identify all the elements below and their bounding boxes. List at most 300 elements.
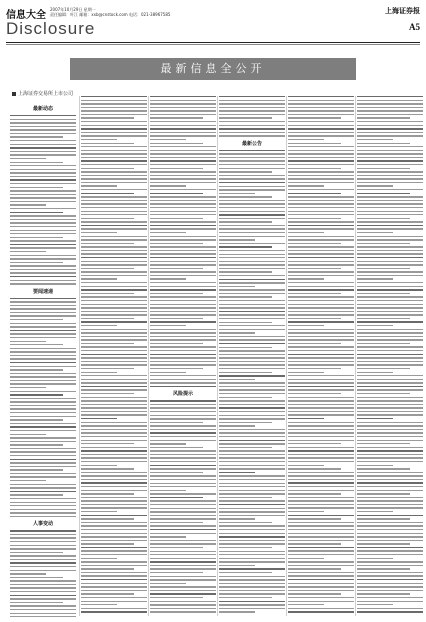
text-line	[10, 602, 63, 603]
text-line	[288, 561, 354, 562]
text-block	[219, 96, 285, 137]
text-line	[288, 253, 354, 254]
text-line	[150, 168, 203, 169]
text-line	[357, 189, 423, 190]
text-line	[10, 502, 76, 503]
text-line	[219, 468, 285, 469]
column-divider	[286, 96, 287, 616]
text-line	[81, 271, 147, 272]
text-line	[150, 493, 216, 494]
text-line	[81, 547, 147, 548]
text-line	[357, 450, 423, 451]
section-banner: 最新信息全公开	[70, 58, 356, 80]
text-line	[150, 211, 216, 212]
text-line	[219, 329, 285, 330]
text-line	[357, 100, 423, 101]
text-line	[219, 601, 285, 602]
text-line	[219, 175, 285, 176]
text-line	[219, 214, 285, 215]
text-line	[150, 325, 186, 326]
english-title: Disclosure	[6, 19, 96, 38]
text-line	[288, 168, 341, 169]
text-line	[150, 518, 216, 519]
text-line	[150, 250, 216, 251]
text-line	[10, 230, 76, 231]
text-line	[81, 457, 147, 458]
text-line	[357, 336, 423, 337]
text-line	[219, 389, 285, 390]
text-line	[288, 440, 354, 441]
text-line	[357, 475, 423, 476]
text-line	[10, 441, 76, 442]
text-line	[357, 135, 423, 136]
text-line	[81, 218, 134, 219]
text-line	[81, 143, 134, 144]
text-line	[288, 239, 354, 240]
text-line	[150, 164, 216, 165]
text-line	[288, 117, 341, 118]
text-line	[357, 311, 423, 312]
text-line	[150, 604, 216, 605]
text-line	[219, 533, 285, 534]
text-line	[10, 351, 76, 352]
text-line	[150, 207, 216, 208]
text-line	[10, 512, 76, 513]
text-line	[10, 509, 76, 510]
text-line	[150, 540, 216, 541]
text-line	[10, 401, 76, 402]
text-line	[357, 583, 423, 584]
text-line	[288, 525, 354, 526]
text-line	[10, 158, 46, 159]
text-line	[81, 300, 147, 301]
text-line	[288, 579, 354, 580]
text-line	[10, 133, 76, 134]
text-line	[357, 307, 423, 308]
text-line	[288, 296, 354, 297]
text-line	[357, 211, 423, 212]
text-line	[219, 522, 272, 523]
text-line	[288, 150, 354, 151]
text-line	[81, 196, 147, 197]
text-line	[81, 511, 117, 512]
text-line	[81, 432, 147, 433]
text-line	[357, 125, 423, 126]
text-line	[10, 584, 76, 585]
text-line	[10, 430, 76, 431]
text-line	[219, 279, 285, 280]
text-line	[288, 325, 324, 326]
text-line	[81, 193, 134, 194]
text-line	[219, 282, 285, 283]
text-line	[81, 354, 147, 355]
date-line-1: 2007年10月29日 星期一	[50, 7, 96, 12]
text-line	[219, 125, 285, 126]
text-line	[81, 404, 147, 405]
text-line	[219, 379, 255, 380]
text-line	[288, 350, 354, 351]
text-line	[288, 590, 354, 591]
text-line	[357, 354, 423, 355]
text-line	[10, 115, 76, 116]
text-line	[219, 296, 272, 297]
text-line	[81, 211, 147, 212]
text-line	[357, 350, 423, 351]
text-line	[288, 218, 341, 219]
text-line	[288, 171, 354, 172]
text-line	[10, 233, 76, 234]
text-line	[150, 100, 216, 101]
text-line	[10, 265, 76, 266]
text-line	[357, 196, 423, 197]
text-line	[288, 375, 354, 376]
text-line	[219, 375, 285, 376]
text-line	[219, 583, 285, 584]
text-line	[288, 307, 354, 308]
text-line	[288, 465, 324, 466]
text-line	[81, 257, 147, 258]
text-line	[81, 150, 147, 151]
section-heading-personnel: 人事变动	[32, 521, 53, 528]
text-line	[81, 482, 147, 483]
text-line	[288, 533, 354, 534]
text-line	[288, 493, 341, 494]
text-line	[81, 522, 147, 523]
text-line	[219, 196, 272, 197]
text-line	[357, 404, 423, 405]
text-line	[81, 261, 147, 262]
text-line	[357, 236, 423, 237]
text-line	[357, 429, 423, 430]
text-line	[10, 408, 76, 409]
text-line	[10, 262, 63, 263]
text-line	[81, 214, 147, 215]
text-line	[357, 114, 423, 115]
text-line	[150, 400, 216, 401]
text-line	[357, 525, 423, 526]
text-line	[288, 389, 354, 390]
text-line	[81, 407, 147, 408]
text-line	[357, 332, 423, 333]
text-line	[81, 336, 147, 337]
text-block	[150, 96, 216, 387]
text-line	[288, 361, 354, 362]
text-line	[81, 264, 147, 265]
text-line	[10, 487, 76, 488]
text-line	[10, 251, 46, 252]
text-line	[10, 219, 76, 220]
text-line	[81, 368, 134, 369]
text-line	[219, 518, 255, 519]
text-line	[288, 436, 354, 437]
text-line	[10, 323, 76, 324]
text-line	[81, 422, 147, 423]
text-line	[81, 504, 147, 505]
text-line	[288, 490, 354, 491]
text-line	[10, 244, 76, 245]
text-line	[150, 422, 203, 423]
text-line	[288, 153, 354, 154]
text-line	[10, 190, 76, 191]
text-line	[81, 586, 147, 587]
text-line	[150, 178, 216, 179]
text-line	[288, 522, 354, 523]
text-line	[288, 611, 354, 612]
text-line	[288, 482, 354, 483]
text-line	[219, 271, 272, 272]
text-line	[219, 393, 285, 394]
text-line	[219, 364, 285, 365]
text-line	[357, 590, 423, 591]
text-line	[288, 540, 354, 541]
text-line	[219, 551, 285, 552]
text-line	[219, 436, 285, 437]
text-line	[357, 225, 423, 226]
text-line	[10, 358, 76, 359]
text-line	[150, 339, 216, 340]
text-line	[150, 289, 216, 290]
text-line	[150, 282, 216, 283]
text-line	[150, 236, 216, 237]
text-line	[357, 110, 423, 111]
text-line	[288, 178, 354, 179]
text-line	[81, 236, 147, 237]
text-line	[219, 110, 285, 111]
text-line	[219, 497, 272, 498]
text-line	[288, 175, 354, 176]
text-line	[219, 228, 285, 229]
text-line	[357, 550, 423, 551]
text-line	[150, 529, 216, 530]
text-line	[10, 616, 76, 617]
text-line	[288, 479, 354, 480]
text-line	[150, 332, 216, 333]
text-line	[357, 457, 423, 458]
text-line	[150, 608, 216, 609]
text-line	[150, 246, 216, 247]
masthead-rule	[6, 42, 420, 43]
text-line	[81, 103, 147, 104]
text-line	[219, 150, 285, 151]
text-line	[81, 243, 134, 244]
text-line	[219, 465, 285, 466]
text-line	[150, 511, 216, 512]
section-heading-announcements: 最新公告	[241, 140, 262, 147]
text-line	[357, 178, 423, 179]
text-line	[357, 500, 423, 501]
text-line	[357, 507, 423, 508]
text-line	[10, 301, 76, 302]
text-line	[10, 394, 63, 395]
text-line	[219, 604, 285, 605]
text-line	[10, 595, 76, 596]
text-line	[357, 257, 423, 258]
text-line	[81, 550, 147, 551]
text-line	[288, 200, 354, 201]
text-block	[288, 96, 354, 614]
text-line	[219, 443, 285, 444]
text-line	[150, 203, 216, 204]
text-line	[10, 469, 63, 470]
publication-name: 上海证券报	[385, 6, 420, 15]
text-line	[288, 121, 354, 122]
text-line	[10, 355, 76, 356]
text-line	[81, 543, 134, 544]
text-line	[357, 361, 423, 362]
text-line	[150, 375, 216, 376]
text-line	[219, 225, 285, 226]
text-line	[219, 457, 285, 458]
text-line	[10, 179, 76, 180]
text-line	[150, 114, 216, 115]
text-line	[10, 305, 76, 306]
text-line	[81, 583, 147, 584]
text-line	[219, 332, 255, 333]
text-line	[357, 411, 423, 412]
text-line	[288, 314, 354, 315]
text-line	[219, 178, 285, 179]
text-line	[81, 450, 147, 451]
text-line	[10, 255, 76, 256]
text-line	[219, 153, 285, 154]
text-line	[10, 541, 76, 542]
text-line	[10, 187, 63, 188]
text-line	[81, 318, 134, 319]
text-line	[81, 468, 134, 469]
text-line	[81, 440, 147, 441]
column-divider	[79, 96, 80, 616]
text-line	[81, 436, 147, 437]
text-line	[357, 268, 410, 269]
text-line	[10, 462, 76, 463]
text-line	[357, 318, 410, 319]
text-line	[10, 434, 46, 435]
text-line	[357, 250, 423, 251]
text-line	[10, 222, 76, 223]
text-line	[357, 146, 423, 147]
text-line	[288, 443, 341, 444]
text-line	[288, 286, 354, 287]
text-line	[10, 376, 76, 377]
text-line	[288, 558, 324, 559]
text-line	[81, 100, 147, 101]
text-line	[357, 193, 410, 194]
text-line	[219, 268, 285, 269]
text-line	[81, 182, 147, 183]
text-line	[288, 400, 354, 401]
text-line	[219, 325, 285, 326]
text-line	[288, 543, 341, 544]
text-line	[357, 479, 423, 480]
text-line	[150, 465, 216, 466]
text-line	[81, 228, 147, 229]
text-line	[357, 372, 393, 373]
text-line	[219, 96, 285, 97]
text-line	[219, 415, 285, 416]
text-line	[81, 157, 147, 158]
text-line	[357, 364, 423, 365]
text-line	[219, 554, 285, 555]
text-line	[81, 575, 147, 576]
text-line	[219, 479, 285, 480]
text-line	[288, 575, 354, 576]
text-line	[10, 212, 63, 213]
text-line	[357, 357, 423, 358]
text-line	[150, 103, 216, 104]
text-line	[81, 117, 134, 118]
text-line	[150, 522, 203, 523]
text-line	[357, 343, 410, 344]
text-line	[10, 208, 76, 209]
column-divider	[148, 96, 149, 616]
text-line	[357, 490, 423, 491]
article-column-5	[288, 96, 354, 614]
text-line	[81, 325, 117, 326]
text-line	[357, 425, 423, 426]
text-line	[357, 511, 393, 512]
text-line	[219, 239, 255, 240]
text-line	[10, 605, 76, 606]
text-line	[357, 604, 393, 605]
text-line	[288, 475, 354, 476]
text-line	[10, 341, 46, 342]
text-line	[10, 129, 76, 130]
text-line	[288, 425, 354, 426]
text-line	[10, 613, 76, 614]
text-line	[219, 547, 272, 548]
text-line	[357, 153, 423, 154]
text-line	[288, 343, 341, 344]
text-line	[150, 239, 216, 240]
square-bullet-icon	[12, 92, 16, 96]
text-line	[150, 479, 216, 480]
text-line	[288, 236, 354, 237]
text-line	[288, 422, 354, 423]
text-line	[288, 339, 354, 340]
text-line	[10, 444, 63, 445]
text-line	[219, 200, 285, 201]
text-line	[357, 128, 423, 129]
text-line	[357, 275, 423, 276]
text-line	[357, 436, 423, 437]
text-line	[10, 448, 76, 449]
text-line	[288, 225, 354, 226]
article-column-6	[357, 96, 423, 614]
text-line	[357, 175, 423, 176]
text-line	[219, 425, 255, 426]
text-line	[10, 240, 76, 241]
text-line	[150, 321, 216, 322]
text-line	[81, 611, 147, 612]
text-line	[357, 407, 423, 408]
text-line	[288, 500, 354, 501]
text-line	[81, 536, 147, 537]
text-line	[357, 253, 423, 254]
text-line	[288, 372, 324, 373]
text-line	[150, 583, 186, 584]
text-line	[10, 398, 76, 399]
text-line	[288, 529, 354, 530]
text-line	[10, 391, 76, 392]
text-line	[357, 271, 423, 272]
text-line	[10, 298, 76, 299]
text-line	[81, 114, 147, 115]
text-line	[10, 362, 76, 363]
text-line	[288, 404, 354, 405]
text-line	[10, 484, 76, 485]
text-line	[81, 529, 147, 530]
text-line	[288, 583, 354, 584]
